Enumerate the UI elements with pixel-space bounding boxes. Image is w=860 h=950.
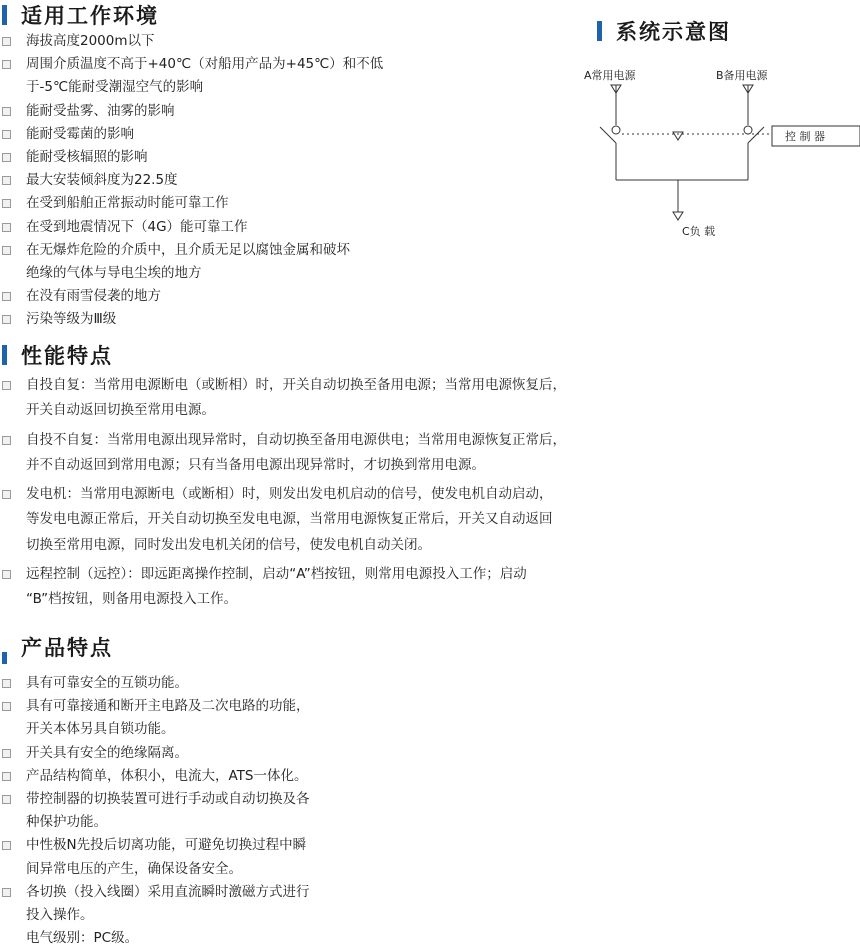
square-bullet-icon (2, 315, 11, 324)
performance-title (2, 340, 113, 370)
list-item (0, 765, 310, 788)
title-accent-bar (2, 652, 7, 664)
list-item-text: 于-5℃能耐受潮湿空气的影响 (26, 79, 204, 96)
list-item-text: 能耐受霉菌的影响 (26, 125, 134, 142)
list-item (0, 192, 383, 215)
title-accent-bar (2, 5, 7, 25)
list-item-text: 具有可靠安全的互锁功能。 (26, 675, 188, 691)
list-item-text: 在受到地震情况下（4G）能可靠工作 (26, 218, 248, 235)
list-item (0, 123, 383, 146)
list-item-text: 自投不自复：当常用电源出现异常时，自动切换至备用电源供电；当常用电源恢复正常后， (26, 431, 566, 448)
list-item (0, 788, 310, 834)
list-item (0, 881, 310, 927)
switch-a-contact (612, 126, 620, 134)
list-item-text: 开关本体另具自锁功能。 (26, 721, 175, 738)
list-item-text: 污染等级为Ⅲ级 (26, 311, 117, 328)
performance-title-text: 性能特点 (21, 344, 113, 368)
product-title (2, 630, 113, 664)
list-item (0, 216, 383, 239)
title-accent-bar (2, 345, 7, 365)
square-bullet-icon (2, 153, 11, 162)
list-item-text: 种保护功能。 (26, 814, 107, 831)
square-bullet-icon (2, 679, 11, 688)
list-item-text: 在无爆炸危险的介质中，且介质无足以腐蚀金属和破坏 (26, 241, 350, 258)
list-item-text: 自投自复：当常用电源断电（或断相）时，开关自动切换至备用电源；当常用电源恢复后， (26, 377, 566, 393)
square-bullet-icon (2, 570, 11, 579)
square-bullet-icon (2, 292, 11, 301)
load-label: C负 载 (682, 225, 716, 238)
square-bullet-icon (2, 246, 11, 255)
list-item (0, 428, 566, 479)
list-item-text: “B”档按钮，则备用电源投入工作。 (26, 591, 238, 608)
list-item-text: 中性极N先投后切离功能，可避免切换过程中瞬 (26, 837, 307, 854)
square-bullet-icon (2, 381, 11, 390)
system-diagram (570, 55, 860, 245)
list-item-text: 发电机：当常用电源断电（或断相）时，则发出发电机启动的信号，使发电机自动启动， (26, 486, 553, 503)
list-item (0, 100, 383, 123)
diagram-title-text: 系统示意图 (616, 20, 731, 44)
controller-label: 控 制 器 (785, 130, 825, 143)
list-item-text: 在没有雨雪侵袭的地方 (26, 288, 161, 305)
list-item-text: 切换至常用电源，同时发出发电机关闭的信号，使发电机自动关闭。 (26, 536, 431, 553)
list-item-text: 各切换（投入线圈）采用直流瞬时激磁方式进行 (26, 883, 310, 900)
list-item (0, 834, 310, 880)
square-bullet-icon (2, 702, 11, 711)
list-item-text: 具有可靠接通和断开主电路及二次电路的功能， (26, 698, 310, 715)
list-item-text: 能耐受核辐照的影响 (26, 148, 148, 165)
list-item (0, 239, 383, 285)
switch-a-blade (600, 127, 616, 143)
list-item-text: 开关具有安全的绝缘隔离。 (26, 744, 188, 761)
list-item-text: 产品结构简单，体积小，电流大，ATS一体化。 (26, 767, 308, 784)
list-item-text: 能耐受盐雾、油雾的影响 (26, 102, 175, 119)
product-footer: 电气级别：PC级。 (26, 930, 139, 947)
square-bullet-icon (2, 490, 11, 499)
diagram-title (597, 16, 731, 46)
square-bullet-icon (2, 107, 11, 116)
list-item-text: 远程控制（远控）：即远距离操作控制，启动“A”档按钮，则常用电源投入工作；启动 (26, 566, 527, 583)
list-item-text: 并不自动返回到常用电源；只有当备用电源出现异常时，才切换到常用电源。 (26, 456, 485, 473)
environment-title (2, 0, 159, 30)
square-bullet-icon (2, 199, 11, 208)
list-item-text: 在受到船舶正常振动时能可靠工作 (26, 195, 229, 212)
interlock-arrow (673, 132, 683, 140)
list-item-text: 等发电电源正常后，开关自动切换至发电电源，当常用电源恢复正常后，开关又自动返回 (26, 511, 553, 528)
square-bullet-icon (2, 130, 11, 139)
square-bullet-icon (2, 795, 11, 804)
source-a-label: A常用电源 (584, 69, 636, 82)
square-bullet-icon (2, 223, 11, 232)
list-item-text: 海拔高度2000m以下 (26, 33, 155, 49)
square-bullet-icon (2, 37, 11, 46)
performance-list (0, 373, 566, 617)
source-b-label: B备用电源 (716, 69, 768, 82)
environment-list (0, 30, 383, 331)
switch-b-blade (748, 127, 764, 143)
square-bullet-icon (2, 888, 11, 897)
product-items (0, 672, 310, 927)
list-item (0, 695, 310, 741)
list-item (0, 53, 383, 99)
square-bullet-icon (2, 436, 11, 445)
product-list (0, 672, 310, 950)
square-bullet-icon (2, 60, 11, 69)
list-item (0, 308, 383, 331)
list-item-text: 周围介质温度不高于+40℃（对船用产品为+45℃）和不低 (26, 56, 384, 73)
environment-title-text: 适用工作环境 (21, 4, 159, 28)
list-item-text: 间异常电压的产生，确保设备安全。 (26, 860, 242, 877)
list-item-text: 绝缘的气体与导电尘埃的地方 (26, 264, 202, 281)
product-title-text: 产品特点 (21, 636, 113, 660)
list-item (0, 482, 566, 558)
list-item-text: 开关自动返回切换至常用电源。 (26, 402, 215, 419)
list-item-text: 带控制器的切换装置可进行手动或自动切换及各 (26, 790, 310, 807)
list-item (0, 373, 566, 424)
square-bullet-icon (2, 772, 11, 781)
switch-b-contact (744, 126, 752, 134)
list-item (0, 30, 383, 53)
list-item (0, 169, 383, 192)
load-arrow (673, 212, 683, 220)
square-bullet-icon (2, 749, 11, 758)
square-bullet-icon (2, 841, 11, 850)
list-item (0, 562, 566, 613)
list-item (0, 742, 310, 765)
title-accent-bar (597, 21, 602, 41)
list-item-text: 最大安装倾斜度为22.5度 (26, 172, 178, 189)
list-item (0, 285, 383, 308)
list-item (0, 672, 310, 695)
list-item-text: 投入操作。 (26, 906, 94, 923)
list-item (0, 146, 383, 169)
square-bullet-icon (2, 176, 11, 185)
